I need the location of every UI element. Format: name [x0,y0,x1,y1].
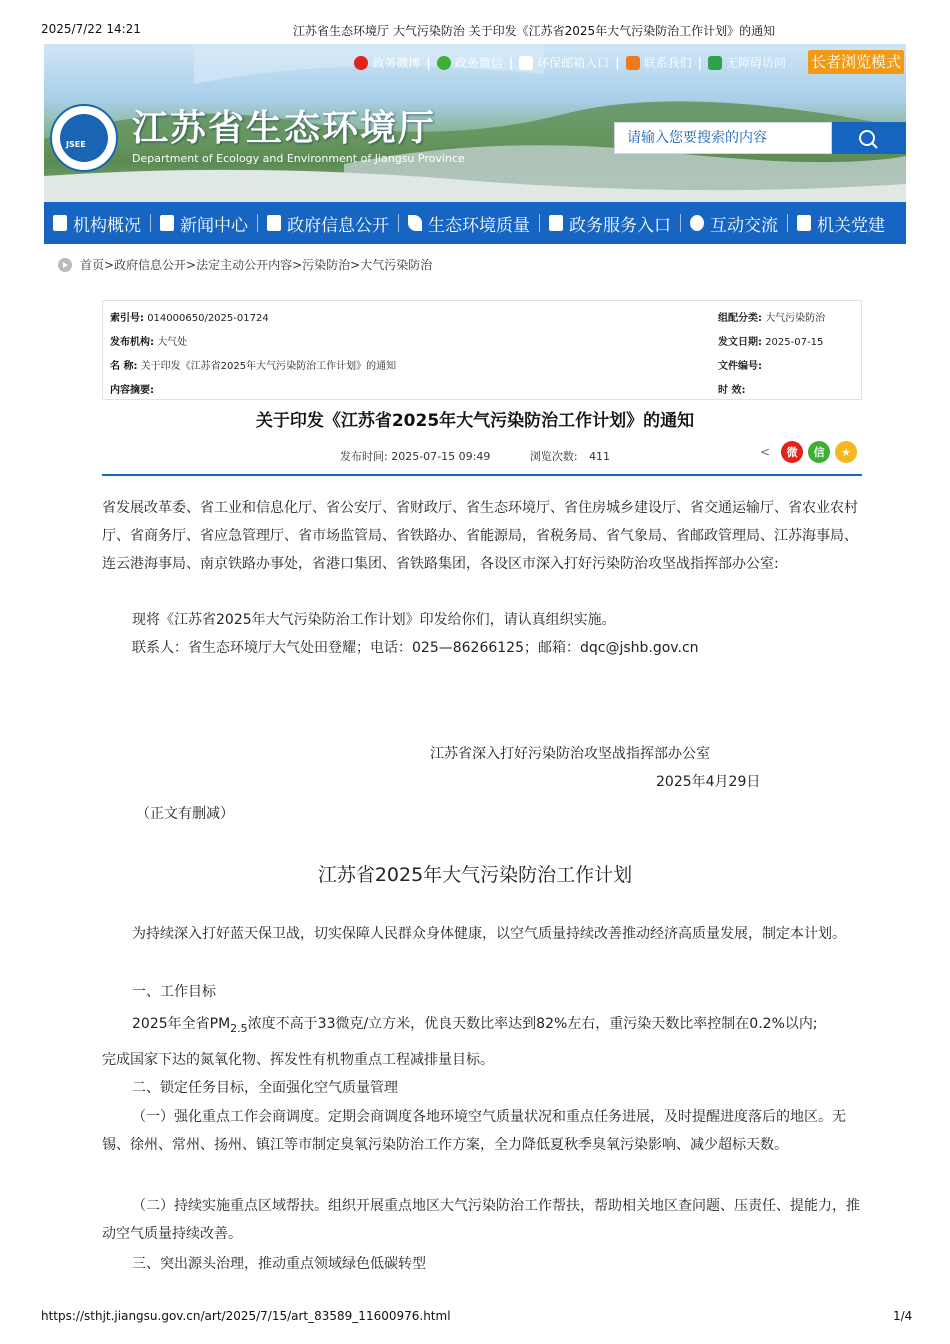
goal-text: 浓度不高于33微克/立方米，优良天数比率达到82%左右，重污染天数比率控制在0.2%以内; [247,1016,818,1032]
meta-row-validity [718,381,745,396]
notice-paragraph: 现将《江苏省2025年大气污染防治工作计划》印发给你们，请认真组织实施。 [132,612,616,628]
views-label: 浏览次数: [529,450,578,463]
chat-icon [690,215,704,231]
separator: | [508,55,514,70]
meta-value: 大气污染防治 [765,313,826,324]
meta-label: 索引号: [110,313,144,324]
main-nav [44,202,906,244]
mail-icon [519,56,533,70]
meta-label: 文件编号: [718,361,762,372]
separator: | [697,55,702,70]
nav-label: 机关党建 [817,215,885,236]
print-title: 江苏省生态环境厅 大气污染防治 关于印发《江苏省2025年大气污染防治工作计划》的通知 [293,24,776,38]
nav-label: 政府信息公开 [287,215,389,236]
logo-text: JSEE [66,140,86,149]
separator: | [426,55,431,70]
service-icon [549,215,563,231]
header-banner [44,44,906,202]
phone-icon [626,56,640,70]
breadcrumb-text[interactable]: 首页>政府信息公开>法定主动公开内容>污染防治>大气污染防治 [80,258,433,272]
meta-value: 大气处 [157,337,188,348]
nav-item-about[interactable] [44,202,141,244]
top-link-label: 无障碍访问 [725,56,786,70]
top-link-label: 联系我们 [643,56,692,70]
site-subtitle: Department of Ecology and Environment of Jiangsu Province [132,152,465,165]
print-header [0,22,950,38]
pm-subscript: 2.5 [230,1021,248,1035]
publish-time: 2025-07-15 09:49 [391,450,491,463]
contact-info: 联系人：省生态环境厅大气处田登耀；电话：025—86266125；邮箱：dqc@jshb.gov.cn [132,640,699,656]
nav-item-quality[interactable] [399,202,530,244]
top-links [348,54,786,71]
leaf-icon [408,215,422,231]
search-button[interactable] [832,122,906,154]
party-icon [797,215,811,231]
views-count: 411 [589,450,611,463]
sign-date: 2025年4月29日 [656,774,761,790]
meta-label: 发布机构: [110,337,154,348]
news-icon [160,215,174,231]
article-title: 关于印发《江苏省2025年大气污染防治工作计划》的通知 [255,411,695,431]
goal-text: 2025年全省PM [132,1016,231,1032]
signer: 江苏省深入打好污染防治攻坚战指挥部办公室 [430,746,710,762]
weibo-share-icon[interactable]: 微 [781,441,803,463]
meta-row-publisher [110,333,187,348]
top-link-wechat[interactable] [437,54,503,71]
site-title: 江苏省生态环境厅 [132,107,437,149]
wechat-share-icon[interactable]: 信 [808,441,830,463]
search-icon [857,128,879,150]
article-info [340,448,610,464]
meta-value: 2025-07-15 [765,337,824,348]
section-2-heading: 二、锁定任务目标，全面强化空气质量管理 [132,1080,398,1096]
publish-label: 发布时间: [340,450,388,463]
nav-label: 新闻中心 [180,215,248,236]
meta-value: 关于印发《江苏省2025年大气污染防治工作计划》的通知 [140,361,397,372]
nav-label: 互动交流 [710,215,778,236]
top-link-accessibility[interactable] [708,54,786,71]
meta-label: 组配分类: [718,313,762,324]
top-link-label: 环保邮箱入口 [537,56,610,70]
meta-row-summary [110,381,154,396]
logo-emblem [60,114,108,162]
metadata-table [102,300,862,400]
nav-item-news[interactable] [151,202,248,244]
plan-title: 江苏省2025年大气污染防治工作计划 [317,864,633,886]
document-icon [53,215,67,231]
recipients: 省发展改革委、省工业和信息化厅、省公安厅、省财政厅、省生态环境厅、省住房城乡建设厅、省交通运输厅、省农业农村厅、省商务厅、省应急管理厅、省市场监管局、省铁路办、省能源局，省税务局、省气象局、省邮政管理局、江苏海事局、连云港海事局、南京铁路办事处，省港口集团、省铁路集团，各设区市深入打好污染防治攻坚战指挥部办公室: [102,500,858,572]
top-link-contact[interactable] [626,54,692,71]
share-icon[interactable]: < [760,445,771,459]
breadcrumb-arrow-icon [58,258,72,272]
meta-label: 内容摘要: [110,385,154,396]
title-divider [102,474,862,476]
share-bar [760,441,857,463]
meta-row-index [110,309,269,324]
section-3-heading: 三、突出源头治理，推动重点领域绿色低碳转型 [132,1256,426,1272]
meta-row-category [718,309,825,324]
nav-label: 政务服务入口 [569,215,671,236]
meta-label: 名 称: [110,361,138,372]
top-link-label: 政务微信 [454,56,503,70]
weibo-icon [354,56,368,70]
site-logo[interactable] [50,104,118,172]
nav-item-services[interactable] [540,202,671,244]
section-1-heading: 一、工作目标 [132,984,216,1000]
meta-row-name [110,357,396,372]
print-page-number: 1/4 [893,1309,913,1323]
nav-item-party[interactable] [788,202,885,244]
nav-item-interaction[interactable] [681,202,778,244]
nav-label: 生态环境质量 [428,215,530,236]
wechat-icon [437,56,451,70]
favorite-icon[interactable]: ★ [835,441,857,463]
print-url: https://sthjt.jiangsu.gov.cn/art/2025/7/15/art_83589_11600976.html [41,1309,451,1323]
nav-item-disclosure[interactable] [258,202,389,244]
accessibility-icon [708,56,722,70]
top-link-label: 政务微博 [372,56,421,70]
breadcrumb [58,256,432,273]
plan-intro: 为持续深入打好蓝天保卫战，切实保障人民群众身体健康，以空气质量持续改善推动经济高质量发展，制定本计划。 [132,926,846,942]
goal-paragraph [102,1010,862,1043]
abridged-note: （正文有删减） [136,806,234,822]
page-frame [44,44,906,1294]
meta-row-date [718,333,823,348]
section-2-item-1: （一）强化重点工作会商调度。定期会商调度各地环境空气质量状况和重点任务进展，及时提醒进度落后的地区。无锡、徐州、常州、扬州、镇江等市制定臭氧污染防治工作方案，全力降低夏秋季臭氧污染影响、减少超标天数。 [102,1109,846,1153]
separator: | [615,55,620,70]
goal-continuation: 完成国家下达的氮氧化物、挥发性有机物重点工程减排量目标。 [102,1052,494,1068]
section-2-item-2: （二）持续实施重点区域帮扶。组织开展重点地区大气污染防治工作帮扶，帮助相关地区查问题、压责任、提能力，推动空气质量持续改善。 [102,1198,860,1242]
elder-mode-button[interactable]: 长者浏览模式 [808,50,904,74]
info-icon [267,215,281,231]
meta-row-docno [718,357,762,372]
nav-label: 机构概况 [73,215,141,236]
meta-label: 时 效: [718,385,746,396]
search-input[interactable]: 请输入您要搜索的内容 [614,122,832,154]
meta-value: 014000650/2025-01724 [147,313,269,324]
top-link-weibo[interactable] [354,54,420,71]
meta-label: 发文日期: [718,337,762,348]
top-link-mail[interactable] [519,54,609,71]
print-datetime: 2025/7/22 14:21 [41,22,141,36]
